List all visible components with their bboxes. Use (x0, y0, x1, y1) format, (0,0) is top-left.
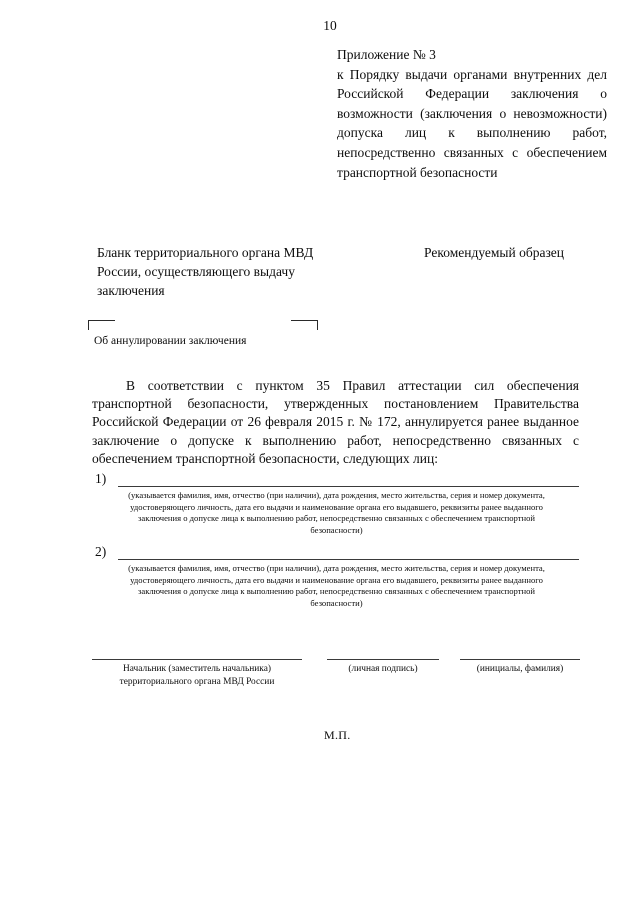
signature-initials-caption: (инициалы, фамилия) (476, 664, 564, 674)
entry-hint-text: (указывается фамилия, имя, отчество (при наличии), дата рождения, место жительства, серия и номер документа, удостоверяющего личность, дата его выдачи и наименование органа его выдавшего, реквизиты ранее выданного заключения о допуске лица к выполнению работ, непосредственно связанных с обеспечением транспортной безопасности) (128, 563, 545, 608)
signature-officer-rule[interactable] (92, 659, 302, 660)
signature-initials-column (460, 659, 580, 676)
bracket-corner-left-icon (88, 320, 115, 330)
entry-line-row (92, 472, 579, 489)
recommended-sample-label: Рекомендуемый образец (424, 245, 565, 260)
signature-officer-caption: Начальник (заместитель начальника) территориального органа МВД России (119, 664, 275, 687)
subject-frame (88, 320, 318, 362)
page-number: 10 (323, 18, 337, 33)
signature-block (92, 659, 582, 705)
subject-line: Об аннулировании заключения (94, 335, 247, 347)
signature-personal-rule[interactable] (327, 659, 439, 660)
signature-personal-caption: (личная подпись) (348, 664, 418, 674)
signature-officer-column (92, 659, 302, 688)
person-entry-2 (92, 545, 579, 609)
letterhead-placeholder: Бланк территориального органа МВД России, осуществляющего выдачу заключения (97, 245, 314, 298)
entry-marker: 2) (95, 544, 107, 559)
signature-initials-rule[interactable] (460, 659, 580, 660)
entry-fill-in-rule[interactable] (118, 486, 579, 487)
signature-personal-column (327, 659, 439, 676)
entry-hint-text: (указывается фамилия, имя, отчество (при наличии), дата рождения, место жительства, серия и номер документа, удостоверяющего личность, дата его выдачи и наименование органа его выдавшего, реквизиты ранее выданного заключения о допуске лица к выполнению работ, непосредственно связанных с обеспечением транспортной безопасности) (128, 490, 545, 535)
entry-marker: 1) (95, 471, 107, 486)
appendix-title: Приложение № 3 (337, 47, 436, 62)
appendix-reference-block (337, 45, 607, 182)
body-paragraph: В соответствии с пунктом 35 Правил аттестации сил обеспечения транспортной безопасности, утвержденных постановлением Правительства Российской Федерации от 26 февраля 2015 г. № 172, аннулируется ранее выданное заключение о допуске к выполнению работ, непосредственно связанных с обеспечением транспортной безопасности, следующих лиц: (92, 378, 579, 466)
person-entry-1 (92, 472, 579, 536)
entry-line-row (92, 545, 579, 562)
stamp-place-mark: М.П. (324, 728, 351, 742)
bracket-corner-right-icon (291, 320, 318, 330)
appendix-body-text: к Порядку выдачи органами внутренних дел Российской Федерации заключения о возможности (заключения о невозможности) допуска лиц к выполнению работ, непосредственно связанных с обеспечением транспортной безопасности (337, 66, 607, 180)
entry-fill-in-rule[interactable] (118, 559, 579, 560)
